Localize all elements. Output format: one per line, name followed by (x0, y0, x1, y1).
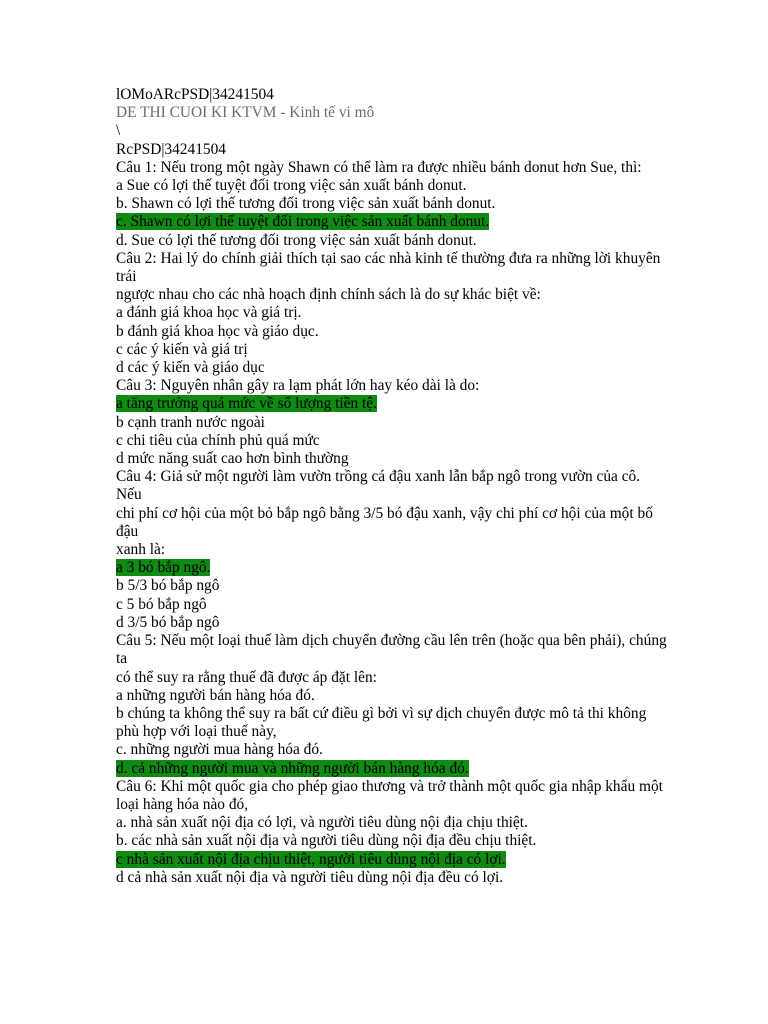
question-text: ngược nhau cho các nhà hoạch định chính sách là do sự khác biệt về: (116, 286, 541, 304)
answer-option: b chúng ta không thể suy ra bất cứ điều gì bởi vì sự dịch chuyển được mô tả thi không phù hợp với loại thuế này, (116, 704, 651, 741)
question-list (116, 158, 671, 887)
answer-option: a đánh giá khoa học và giá trị. (116, 304, 302, 322)
question-text: xanh là: (116, 541, 166, 559)
correct-answer-highlight: c nhà sản xuất nội địa chịu thiệt, người tiêu dùng nội địa có lợi. (116, 850, 506, 868)
header-code: lOMoARcPSD|34241504 (116, 86, 274, 103)
question-text: Câu 4: Giả sử một người làm vườn trồng cá đậu xanh lẫn bắp ngô trong vườn của cô. Nếu (116, 468, 644, 504)
question-text: Câu 5: Nếu một loại thuế làm dịch chuyển đường cầu lên trên (hoặc qua bên phải), chúng ta (116, 632, 671, 668)
answer-option: b cạnh tranh nước ngoài (116, 413, 265, 431)
answer-option: c 5 bó bắp ngô (116, 595, 207, 613)
question-block (116, 468, 668, 632)
question-text: có thể suy ra rằng thuế đã được áp đặt lên: (116, 668, 377, 686)
question-text: Câu 2: Hai lý do chính giải thích tại sao các nhà kinh tế thường đưa ra những lời khuyên trái (116, 249, 665, 286)
answer-option: a những người bán hàng hóa đó. (116, 686, 315, 704)
correct-answer-highlight: d. cả những người mua và những người bán hàng hóa đó. (116, 759, 469, 777)
question-text: Câu 1: Nếu trong một ngày Shawn có thể làm ra được nhiều bánh donut hơn Sue, thì: (116, 158, 642, 176)
answer-option: b 5/3 bó bắp ngô (116, 577, 220, 595)
question-block (116, 377, 668, 468)
answer-option: c. những người mua hàng hóa đó. (116, 741, 323, 759)
answer-option: d cả nhà sản xuất nội địa và người tiêu dùng nội địa đều có lợi. (116, 868, 504, 886)
answer-option: b. các nhà sản xuất nội địa và người tiêu dùng nội địa đều chịu thiệt. (116, 832, 537, 850)
question-block (116, 778, 668, 887)
footer-code: RcPSD|34241504 (116, 140, 226, 158)
document-title: DE THI CUOI KI KTVM - Kinh tế vi mô (116, 104, 375, 122)
question-text: Câu 3: Nguyên nhân gây ra lạm phát lớn hay kéo dài là do: (116, 377, 480, 395)
answer-option: d. Sue có lợi thế tương đối trong việc sản xuất bánh donut. (116, 231, 477, 249)
question-text: Câu 6: Khi một quốc gia cho phép giao thương và trở thành một quốc gia nhập khẩu một (116, 777, 663, 795)
question-block (116, 159, 668, 250)
answer-option (116, 395, 668, 413)
question-text: chi phí cơ hội của một bỏ bắp ngô bằng 3/5 bó đậu xanh, vậy chi phí cơ hội của một bố đậu (116, 504, 657, 540)
answer-option: a Sue có lợi thế tuyệt đối trong việc sản xuất bánh donut. (116, 177, 467, 195)
question-text: loại hàng hóa nào đó, (116, 795, 249, 813)
backslash-mark: \ (116, 122, 121, 140)
answer-option: a. nhà sản xuất nội địa có lợi, và người tiêu dùng nội địa chịu thiệt. (116, 814, 528, 832)
answer-option (116, 851, 668, 869)
correct-answer-highlight: a 3 bó bắp ngô. (116, 559, 211, 577)
question-block (116, 250, 668, 377)
answer-option: c các ý kiến và giá trị (116, 340, 248, 358)
answer-option: b đánh giá khoa học và giáo dục. (116, 322, 319, 340)
answer-option (116, 760, 668, 778)
answer-option: d 3/5 bó bắp ngô (116, 613, 220, 631)
answer-option: c chi tiêu của chính phủ quá mức (116, 431, 320, 449)
correct-answer-highlight: a tăng trưởng quá mức về số lượng tiền tệ. (116, 395, 377, 413)
answer-option: d các ý kiến và giáo dục (116, 359, 265, 377)
question-block (116, 632, 671, 778)
answer-option (116, 559, 668, 577)
answer-option: d mức năng suất cao hơn bình thường (116, 450, 349, 468)
correct-answer-highlight: c. Shawn có lợi thế tuyệt đối trong việc sản xuất bánh donut. (116, 213, 490, 231)
answer-option (116, 213, 668, 231)
answer-option: b. Shawn có lợi thế tương đối trong việc sản xuất bánh donut. (116, 195, 496, 213)
